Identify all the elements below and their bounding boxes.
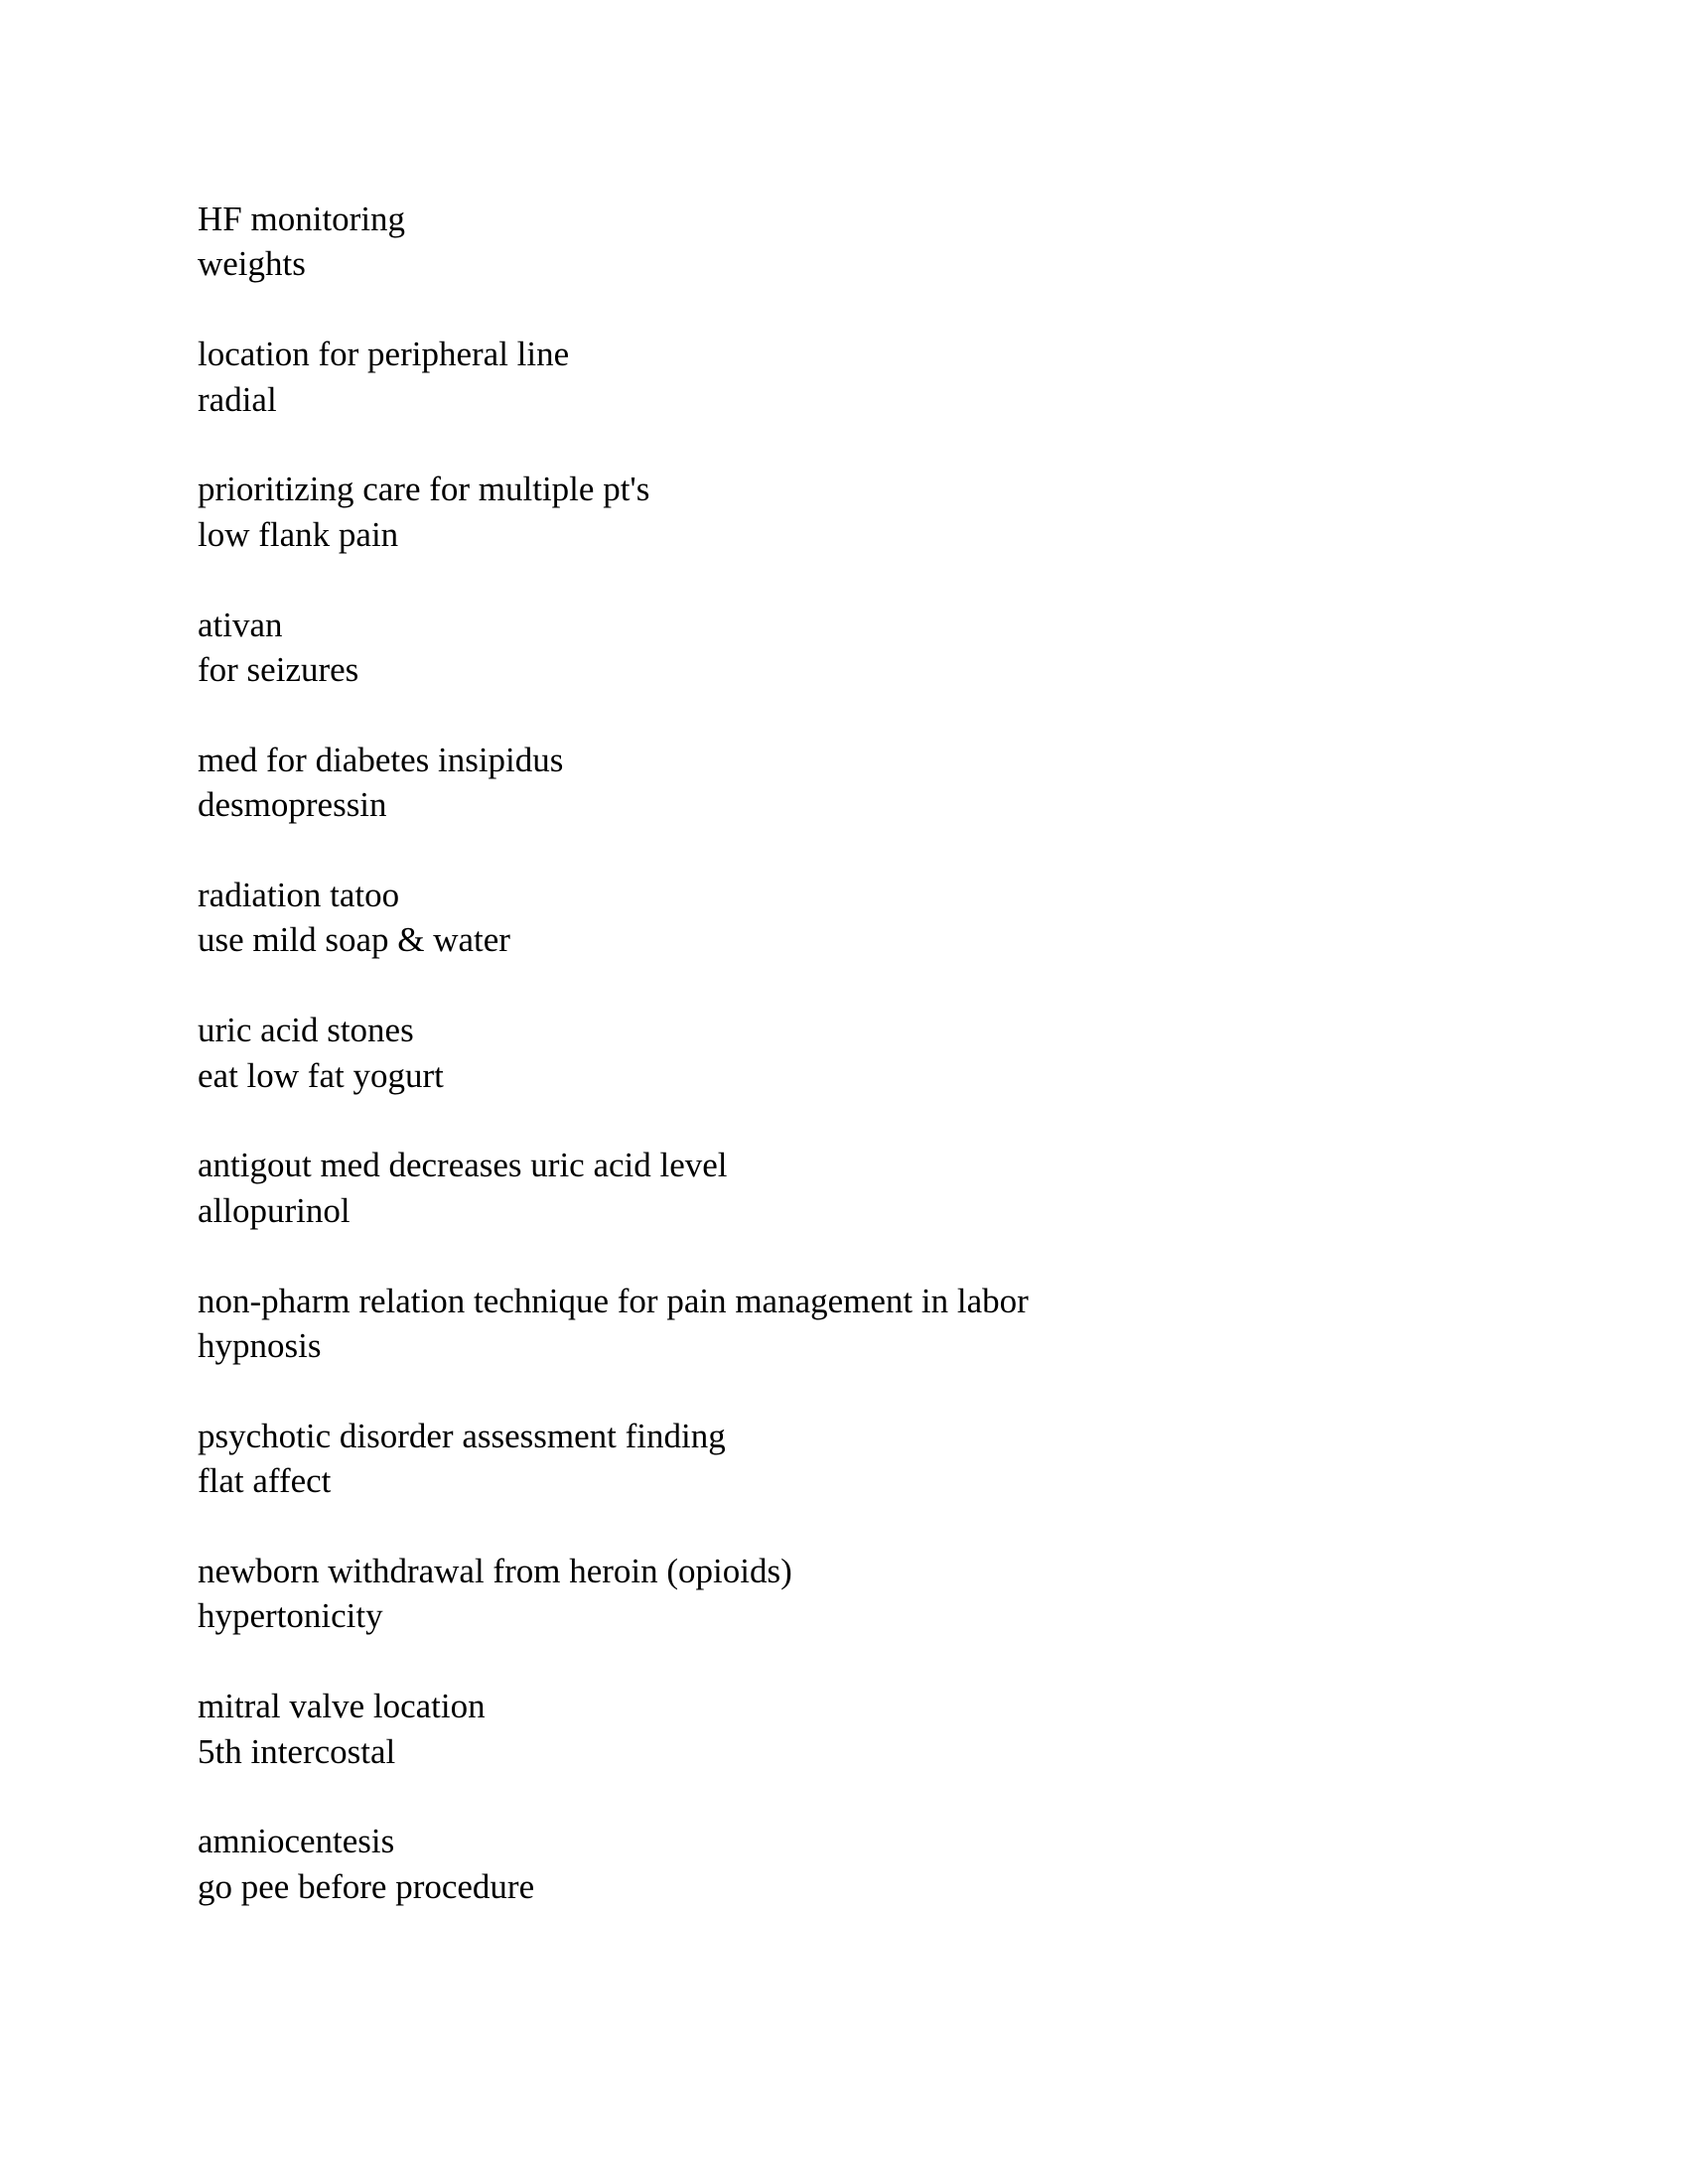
card-definition: 5th intercostal bbox=[198, 1731, 396, 1771]
flashcard-entry bbox=[198, 1008, 1029, 1098]
card-term: med for diabetes insipidus bbox=[198, 740, 564, 779]
flashcard-entry bbox=[198, 1819, 1029, 1909]
flashcard-entry bbox=[198, 1684, 1029, 1774]
card-definition: hypnosis bbox=[198, 1326, 322, 1366]
card-definition: radial bbox=[198, 379, 277, 419]
card-definition: use mild soap & water bbox=[198, 920, 510, 960]
flashcard-entry bbox=[198, 738, 1029, 828]
card-term: location for peripheral line bbox=[198, 335, 570, 374]
card-definition: go pee before procedure bbox=[198, 1866, 535, 1906]
flashcard-entry bbox=[198, 467, 1029, 557]
card-definition: low flank pain bbox=[198, 514, 399, 554]
flashcard-entry bbox=[198, 1549, 1029, 1639]
card-term: antigout med decreases uric acid level bbox=[198, 1146, 728, 1185]
card-term: prioritizing care for multiple pt's bbox=[198, 470, 650, 509]
card-term: non-pharm relation technique for pain management in labor bbox=[198, 1281, 1029, 1320]
flashcard-entry bbox=[198, 873, 1029, 963]
card-term: mitral valve location bbox=[198, 1687, 486, 1726]
flashcard-entry bbox=[198, 332, 1029, 422]
card-term: ativan bbox=[198, 605, 283, 644]
card-term: amniocentesis bbox=[198, 1822, 395, 1861]
card-term: HF monitoring bbox=[198, 200, 406, 238]
card-term: psychotic disorder assessment finding bbox=[198, 1416, 726, 1455]
flashcard-entry bbox=[198, 603, 1029, 693]
flashcard-entry bbox=[198, 1143, 1029, 1233]
card-definition: hypertonicity bbox=[198, 1596, 383, 1636]
card-term: newborn withdrawal from heroin (opioids) bbox=[198, 1552, 792, 1591]
card-definition: allopurinol bbox=[198, 1190, 351, 1230]
card-term: radiation tatoo bbox=[198, 876, 400, 915]
card-definition: for seizures bbox=[198, 650, 359, 690]
document-page bbox=[198, 197, 1029, 1955]
flashcard-entry bbox=[198, 197, 1029, 287]
flashcard-entry bbox=[198, 1414, 1029, 1504]
card-definition: desmopressin bbox=[198, 785, 387, 825]
card-term: uric acid stones bbox=[198, 1011, 414, 1050]
card-definition: eat low fat yogurt bbox=[198, 1055, 444, 1095]
card-definition: flat affect bbox=[198, 1461, 332, 1501]
flashcard-entry bbox=[198, 1279, 1029, 1369]
card-definition: weights bbox=[198, 244, 306, 284]
